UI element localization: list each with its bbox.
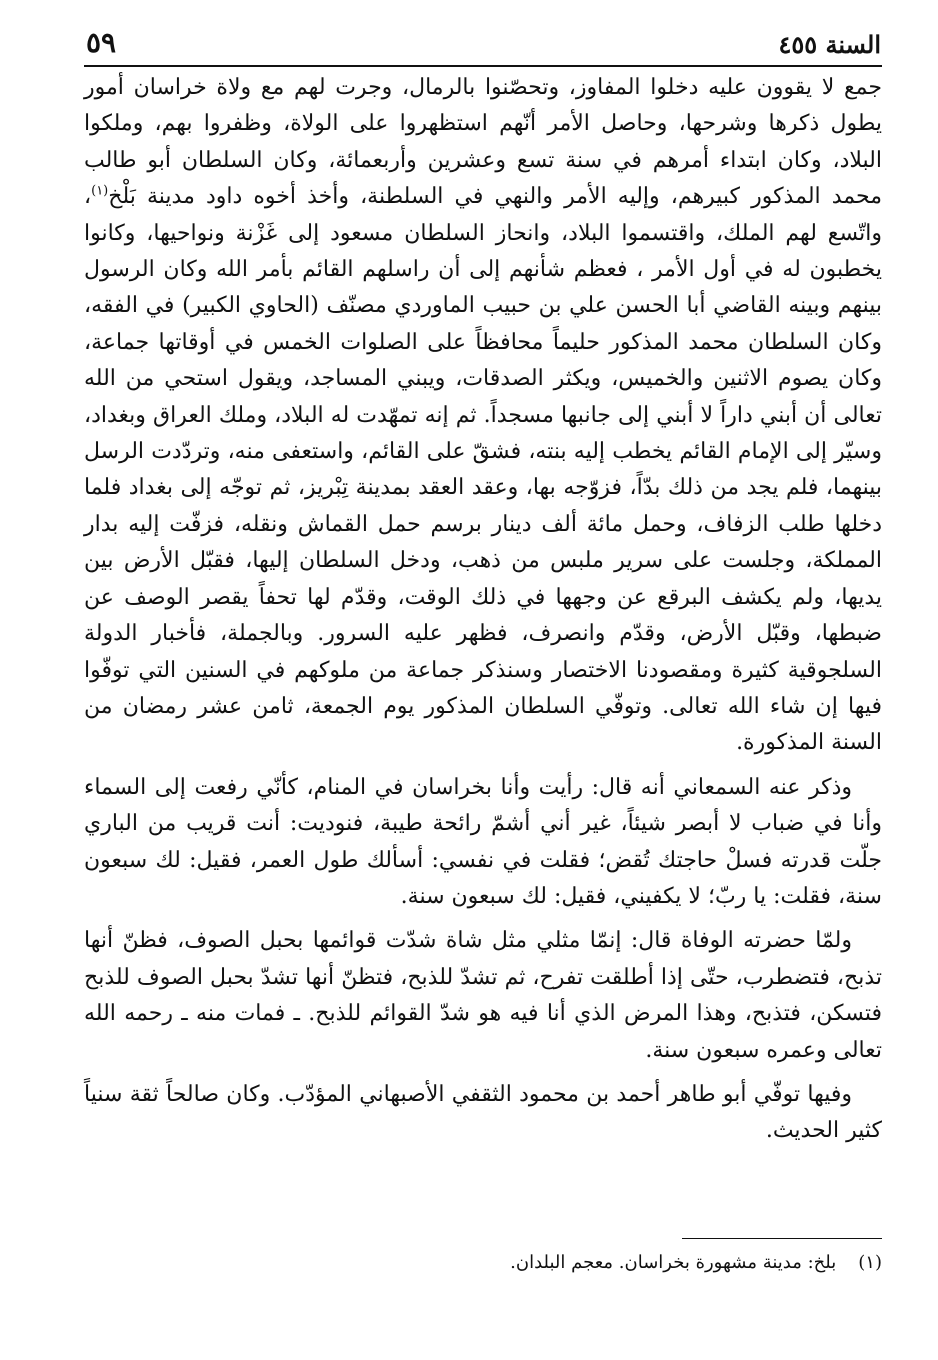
paragraph-1-text-b: ، واتّسع لهم الملك، واقتسموا البلاد، وانحاز السلطان مسعود إلى غَزْنة ونواحيها، وكانوا يخطبون له في أول الأمر ، فعظم شأنهم إلى أن راسلهم القائم بأمر الله وكان الرسول بينهم وبينه القاضي أبا الحسن علي بن حبيب الماوردي مصنّف (الحاوي الكبير) في الفقه، وكان السلطان محمد المذكور حليماً محافظاً على الصلوات الخمس في أوقاتها جماعة، وكان يصوم الاثنين والخميس، ويكثر الصدقات، ويبني المساجد، ويقول استحي من الله تعالى أن أبني داراً لا أبني إلى جانبها مسجداً. ثم إنه تمهّدت له البلاد، وملك العراق وبغداد، وسيّر إلى الإمام القائم يخطب إليه بنته، فشقّ على القائم، واستعفى منه، وتردّدت الرسل بينهما، فلم يجد من ذلك بدّاً، فزوّجه بها، وعقد العقد بمدينة تِبْريز، ثم توجّه إلى بغداد فلما دخلها طلب الزفاف، وحمل مائة ألف دينار برسم حمل القماش ونقله، فزفّت إليه بدار المملكة، وجلست على سرير ملبس من ذهب، ودخل السلطان إليها، فقبّل الأرض بين يديها، ولم يكشف البرقع عن وجهها في ذلك الوقت، وقدّم لها تحفاً يقصر الوصف عن ضبطها، وقبّل الأرض، وقدّم وانصرف، فظهر عليه السرور. وبالجملة، فأخبار الدولة السلجوقية كثيرة ومقصودنا الاختصار وسنذكر جماعة من ملوكهم في السنين التي توفّوا فيها إن شاء الله تعالى. وتوفّي السلطان المذكور يوم الجمعة، ثامن عشر رمضان من السنة المذكورة. — [84, 184, 882, 756]
header-rule — [84, 65, 882, 67]
footnote-rule — [682, 1238, 882, 1239]
footnote — [84, 1250, 882, 1276]
footnote-marker: (١) — [858, 1252, 882, 1273]
paragraph-3: ولمّا حضرته الوفاة قال: إنمّا مثلي مثل شاة شدّت قوائمها بحبل الصوف، فظنّ أنها تذبح، فتضطرب، حتّى إذا أطلقت تفرح، ثم تشدّ للذبح، فتظنّ أنها تشدّ بحبل الصوف للذبح فتسكن، فتذبح، وهذا المرض الذي أنا فيه هو شدّ القوائم للذبح. ـ فمات منه ـ رحمه الله تعالى وعمره سبعون سنة. — [84, 928, 882, 1063]
running-title: السنة ٤٥٥ — [778, 30, 881, 59]
paragraph-1-text-a: جمع لا يقوون عليه دخلوا المفاوز، وتحصّنوا بالرمال، وجرت لهم مع ولاة خراسان أمور يطول ذكرها وشرحها، وحاصل الأمر أنّهم استظهروا على الولاة، وظفروا بهم، وملكوا البلاد، وكان ابتداء أمرهم في سنة تسع وعشرين وأربعمائة، وكان السلطان أبو طالب محمد المذكور كبيرهم، وإليه الأمر والنهي في السلطنة، وأخذ أخوه داود مدينة بَلْخ — [84, 75, 882, 210]
footnote-text: بلخ: مدينة مشهورة بخراسان. معجم البلدان. — [510, 1252, 837, 1273]
paragraph-1 — [84, 70, 882, 762]
page-header — [86, 26, 881, 62]
main-text — [84, 70, 882, 1158]
paragraph-4: وفيها توفّي أبو طاهر أحمد بن محمود الثقفي الأصبهاني المؤدّب. وكان صالحاً ثقة سنياً كثير الحديث. — [84, 1081, 882, 1144]
paragraph-2: وذكر عنه السمعاني أنه قال: رأيت وأنا بخراسان في المنام، كأنّي رفعت إلى السماء وأنا في ضباب لا أبصر شيئاً، غير أني أشمّ رائحة طيبة، فنوديت: أنت قريب من الباري جلّت قدرته فسلْ حاجتك تُقض؛ فقلت في نفسي: أسألك طول العمر، فقيل: لك سبعون سنة، فقلت: يا ربّ؛ لا يكفيني، فقيل: لك سبعون سنة. — [84, 774, 882, 909]
page-number: ٥٩ — [86, 26, 117, 59]
footnote-reference: (١) — [91, 183, 109, 199]
